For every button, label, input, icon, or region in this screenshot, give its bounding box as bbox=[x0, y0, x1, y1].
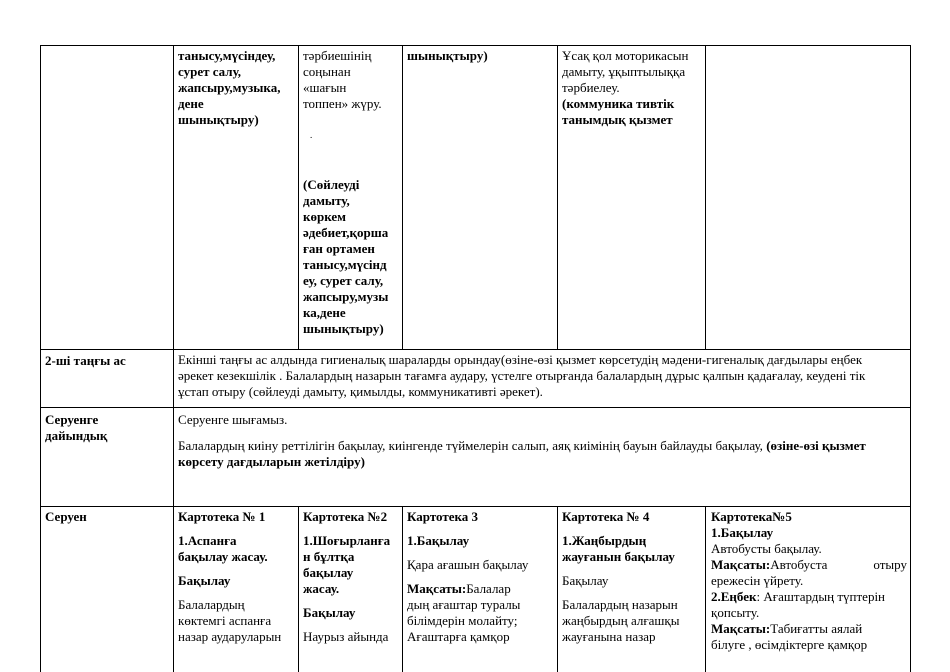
cont-col5-cell bbox=[562, 48, 704, 128]
text-line: танысу,мүсіндеу, bbox=[178, 48, 276, 63]
text-line: жаңбырдың алғашқы bbox=[562, 613, 680, 628]
card-subtitle-line: жасау. bbox=[303, 581, 340, 596]
text-line: сурет салу, bbox=[178, 64, 242, 79]
walk-card-5 bbox=[711, 509, 907, 653]
text-line: көрсету дағдыларын жетілдіру) bbox=[178, 454, 365, 469]
walk-label bbox=[45, 509, 170, 525]
breakfast2-label bbox=[45, 353, 170, 369]
text-line: әдебиет,қорша bbox=[303, 225, 389, 240]
text-line bbox=[711, 557, 907, 573]
row-label: 2-ші таңғы ас bbox=[45, 353, 126, 368]
column-divider bbox=[557, 506, 558, 672]
text-run-bold: (өзіне-өзі қызмет bbox=[766, 438, 866, 453]
walk-card-3 bbox=[407, 509, 555, 645]
text-line: көркем bbox=[303, 209, 347, 224]
text-line: назар аударуларын bbox=[178, 629, 282, 644]
text-line: Ағаштарға қамқор bbox=[407, 629, 510, 644]
row-label-line: дайындық bbox=[45, 428, 108, 443]
cont-col3-bold bbox=[303, 177, 401, 337]
text-line: тәрбиелеу. bbox=[562, 80, 620, 95]
text-line: танысу,мүсінд bbox=[303, 257, 387, 272]
column-divider bbox=[173, 45, 174, 672]
text-line bbox=[407, 581, 555, 597]
text-line: дамыту, ұқыптылыққа bbox=[562, 64, 686, 79]
text-line: дамыту, bbox=[303, 193, 350, 208]
text-line: Автобусты бақылау. bbox=[711, 541, 822, 556]
card-title: Картотека №2 bbox=[303, 509, 388, 524]
column-divider bbox=[298, 506, 299, 672]
text-run: Табиғатты аялай bbox=[770, 621, 863, 636]
column-divider bbox=[402, 506, 403, 672]
table-top-border bbox=[40, 45, 911, 46]
column-divider bbox=[402, 45, 403, 349]
text-line: Ұсақ қол моторикасын bbox=[562, 48, 689, 63]
text-line: «шағын bbox=[303, 80, 347, 95]
row-divider bbox=[40, 407, 911, 408]
text-line: (коммуника тивтік bbox=[562, 96, 675, 111]
card-subtitle-line: бақылау bbox=[303, 565, 354, 580]
text-run: Балалар bbox=[466, 581, 511, 596]
text-line: білуге , өсімдіктерге қамқор bbox=[711, 637, 868, 652]
card-subtitle-line: 1.Аспанға bbox=[178, 533, 237, 548]
column-divider bbox=[557, 45, 558, 349]
text-line: жауғанына назар bbox=[562, 629, 656, 644]
card-title: Картотека 3 bbox=[407, 509, 479, 524]
card-heading: Бақылау bbox=[178, 573, 231, 588]
text-run: Балалардың киіну реттілігін бақылау, киінгенде түймелерін салып, аяқ киімінің бауын байлауды бақылау, bbox=[178, 438, 767, 453]
breakfast2-content bbox=[178, 352, 906, 400]
row-divider bbox=[40, 506, 911, 507]
prep-label bbox=[45, 412, 170, 444]
text-line: шынықтыру) bbox=[407, 48, 488, 63]
text-line: Балалардың bbox=[178, 597, 245, 612]
text-line: жапсыру,музыка, bbox=[178, 80, 281, 95]
text-line bbox=[178, 438, 908, 454]
text-run: Автобуста отыру bbox=[770, 557, 907, 572]
row-label-line: Серуенге bbox=[45, 412, 99, 427]
text-line: шынықтыру) bbox=[303, 321, 384, 336]
text-line bbox=[711, 589, 907, 605]
table-left-border bbox=[40, 45, 41, 672]
column-divider bbox=[705, 506, 706, 672]
cont-col3-cell bbox=[303, 48, 401, 112]
text-line: ережесін үйрету. bbox=[711, 573, 804, 588]
text-line: ұстап отыру (сөйлеуді дамыту, қимылды, коммуникативті әрекет). bbox=[178, 384, 543, 399]
cont-col3-dot bbox=[310, 127, 330, 143]
card-title: Картотека № 1 bbox=[178, 509, 266, 524]
cont-col2-cell bbox=[178, 48, 296, 128]
column-divider bbox=[298, 45, 299, 349]
card-subtitle-line: бақылау жасау. bbox=[178, 549, 268, 564]
text-line: дың ағаштар туралы bbox=[407, 597, 521, 612]
text-line: жапсыру,музы bbox=[303, 289, 389, 304]
row-label: Серуен bbox=[45, 509, 87, 524]
text-line bbox=[711, 621, 907, 637]
row-divider bbox=[40, 349, 911, 350]
text-line: топпен» жүру. bbox=[303, 96, 382, 111]
card-title: Картотека № 4 bbox=[562, 509, 650, 524]
card-subtitle-line: н бұлтқа bbox=[303, 549, 355, 564]
cont-col4-cell bbox=[407, 48, 555, 64]
text-line: тәрбиешінің bbox=[303, 48, 372, 63]
card-subtitle-line: 1.Жаңбырдың bbox=[562, 533, 647, 548]
text-line: Қара ағашын бақылау bbox=[407, 557, 529, 572]
text-line: танымдық қызмет bbox=[562, 112, 673, 127]
text-line: соңынан bbox=[303, 64, 351, 79]
text-line: шынықтыру) bbox=[178, 112, 259, 127]
text-line: Балалардың назарын bbox=[562, 597, 678, 612]
text-line: Екінші таңғы ас алдында гигиеналық шараларды орындау(өзіне-өзі қызмет көрсетудің мәдени-гигеналық дағдылары еңбек bbox=[178, 352, 863, 367]
text-line: білімдерін молайту; bbox=[407, 613, 518, 628]
column-divider bbox=[705, 45, 706, 349]
card-subtitle: 1.Бақылау bbox=[711, 525, 774, 540]
card-title: Картотека№5 bbox=[711, 509, 792, 524]
table-right-border bbox=[910, 45, 911, 672]
card-subtitle-line: жауғанын бақылау bbox=[562, 549, 675, 564]
card-heading: Бақылау bbox=[562, 573, 609, 588]
text-line: Серуенге шығамыз. bbox=[178, 412, 288, 427]
text-line: еу, сурет салу, bbox=[303, 273, 384, 288]
text-line: әрекет кезекшілік . Балалардың назарын тағамға аудару, үстелге отырғанда балалардың дұрыс қалпын қадағалау, кеудені тік bbox=[178, 368, 866, 383]
goal-label: Мақсаты: bbox=[711, 621, 771, 636]
text-line: (Сөйлеуді bbox=[303, 177, 360, 192]
text-line: дене bbox=[178, 96, 204, 111]
walk-card-4 bbox=[562, 509, 704, 645]
card-subtitle: 1.Бақылау bbox=[407, 533, 470, 548]
dot-text: . bbox=[310, 130, 313, 140]
goal-label: Мақсаты: bbox=[711, 557, 771, 572]
walk-card-2 bbox=[303, 509, 401, 645]
text-line: қопсыту. bbox=[711, 605, 760, 620]
work-label: 2.Еңбек bbox=[711, 589, 757, 604]
card-heading: Бақылау bbox=[303, 605, 356, 620]
text-line: көктемгі аспанға bbox=[178, 613, 272, 628]
text-line: Наурыз айында bbox=[303, 629, 389, 644]
text-line: ған ортамен bbox=[303, 241, 375, 256]
prep-content bbox=[178, 412, 908, 470]
goal-label: Мақсаты: bbox=[407, 581, 467, 596]
text-run: : Ағаштардың түптерін bbox=[756, 589, 886, 604]
card-subtitle-line: 1.Шоғырланға bbox=[303, 533, 391, 548]
walk-card-1 bbox=[178, 509, 296, 645]
text-line: ка,дене bbox=[303, 305, 346, 320]
